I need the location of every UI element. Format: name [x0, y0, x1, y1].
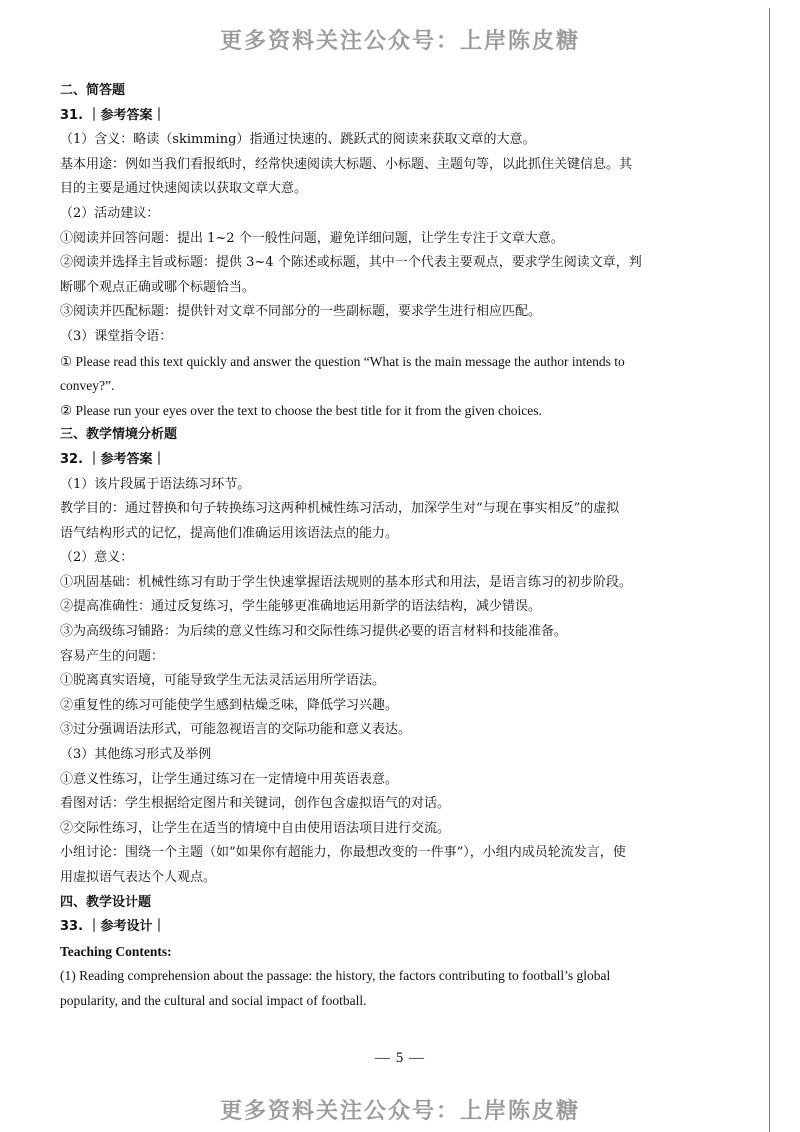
- q32-line-3: 语气结构形式的记忆，提高他们准确运用该语法点的能力。: [60, 525, 399, 541]
- q31-line-3: 目的主要是通过快速阅读以获取文章大意。: [60, 181, 308, 197]
- q31-line-6: ②阅读并选择主旨或标题：提供 3~4 个陈述或标题，其中一个代表主要观点，要求学生阅读文章，判: [60, 255, 642, 271]
- q32-line-16: 小组讨论：围绕一个主题（如“如果你有超能力，你最想改变的一件事”），小组内成员轮流发言，使: [60, 845, 626, 861]
- question-33-label: 33. ｜参考设计｜: [60, 919, 166, 935]
- q32-line-14: 看图对话：学生根据给定图片和关键词，创作包含虚拟语气的对话。: [60, 796, 451, 812]
- page-edge-line: [769, 8, 770, 1132]
- q31-line-8: ③阅读并匹配标题：提供针对文章不同部分的一些副标题，要求学生进行相应匹配。: [60, 304, 542, 320]
- q32-line-2: 教学目的：通过替换和句子转换练习这两种机械性练习活动，加深学生对“与现在事实相反”的虚拟: [60, 501, 620, 517]
- section-title-situation-analysis: 三、教学情境分析题: [60, 427, 178, 443]
- document-body: [60, 79, 700, 1014]
- section-title-short-answer: 二、简答题: [60, 83, 126, 98]
- q32-line-9: ①脱离真实语境，可能导致学生无法灵活运用所学语法。: [60, 673, 386, 689]
- q31-line-10: ① Please read this text quickly and answer the question “What is the main message the author intends to: [60, 353, 625, 369]
- q31-line-9: （3）课堂指令语：: [60, 328, 173, 344]
- q33-teaching-contents-heading: Teaching Contents:: [60, 943, 172, 959]
- q32-line-8: 容易产生的问题：: [60, 648, 165, 664]
- q33-line-3: popularity, and the cultural and social impact of football.: [60, 992, 367, 1008]
- q31-line-2: 基本用途：例如当我们看报纸时，经常快速阅读大标题、小标题、主题句等，以此抓住关键信息。其: [60, 156, 633, 172]
- watermark-bottom: 更多资料关注公众号：上岸陈皮糖: [219, 1099, 580, 1124]
- question-32-label: 32. ｜参考答案｜: [60, 451, 166, 467]
- q32-line-4: （2）意义：: [60, 550, 134, 566]
- q31-line-12: ② Please run your eyes over the text to choose the best title for it from the given choices.: [60, 402, 542, 418]
- q31-line-1: （1）含义：略读（skimming）指通过快速的、跳跃式的阅读来获取文章的大意。: [60, 132, 536, 148]
- q32-line-12: （3）其他练习形式及举例: [60, 747, 212, 763]
- q33-line-2: (1) Reading comprehension about the passage: the history, the factors contributing to football’s global: [60, 968, 611, 984]
- q32-line-17: 用虚拟语气表达个人观点。: [60, 870, 217, 885]
- q32-line-13: ①意义性练习，让学生通过练习在一定情境中用英语表意。: [60, 771, 399, 787]
- q31-line-5: ①阅读并回答问题：提出 1~2 个一般性问题，避免详细问题，让学生专注于文章大意。: [60, 230, 564, 246]
- q32-line-7: ③为高级练习铺路：为后续的意义性练习和交际性练习提供必要的语言材料和技能准备。: [60, 624, 568, 640]
- section-title-teaching-design: 四、教学设计题: [60, 894, 152, 910]
- watermark-top: 更多资料关注公众号：上岸陈皮糖: [219, 29, 580, 54]
- q32-line-1: （1）该片段属于语法练习环节。: [60, 476, 251, 492]
- q32-line-11: ③过分强调语法形式，可能忽视语言的交际功能和意义表达。: [60, 722, 412, 738]
- q31-line-11: convey?”.: [60, 378, 115, 394]
- q31-line-7: 断哪个观点正确或哪个标题恰当。: [60, 279, 256, 295]
- page-number: — 5 —: [375, 1050, 425, 1066]
- q32-line-10: ②重复性的练习可能使学生感到枯燥乏味，降低学习兴趣。: [60, 697, 399, 713]
- question-31-label: 31. ｜参考答案｜: [60, 107, 166, 123]
- q32-line-6: ②提高准确性：通过反复练习，学生能够更准确地运用新学的语法结构，减少错误。: [60, 599, 542, 615]
- q32-line-5: ①巩固基础：机械性练习有助于学生快速掌握语法规则的基本形式和用法，是语言练习的初步阶段。: [60, 574, 633, 590]
- q31-line-4: （2）活动建议：: [60, 205, 160, 221]
- q32-line-15: ②交际性练习，让学生在适当的情境中自由使用语法项目进行交流。: [60, 820, 451, 836]
